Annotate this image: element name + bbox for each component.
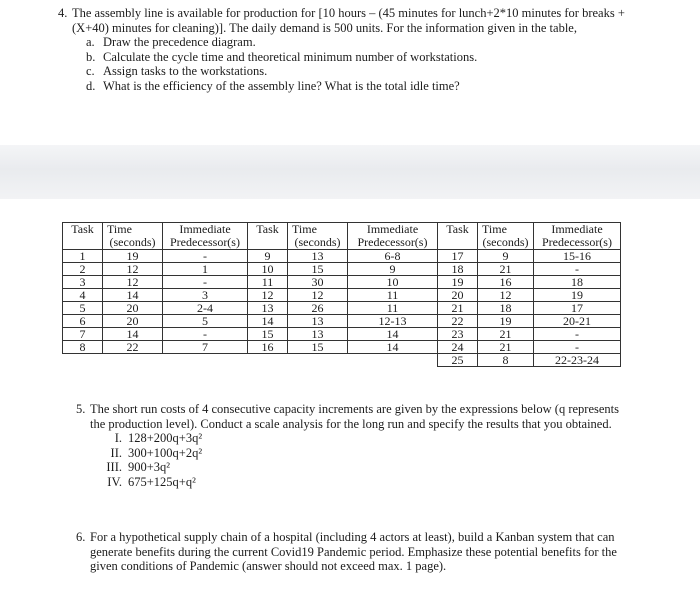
header-predecessor-sub: Predecessor(s): [163, 236, 248, 250]
task-id-cell: 2: [63, 263, 103, 276]
task-id-cell: 9: [248, 250, 288, 263]
task-time-cell: 21: [478, 341, 534, 354]
task-time-cell: 19: [478, 315, 534, 328]
task-id-cell: 25: [438, 354, 478, 367]
task-time-cell: 22: [103, 341, 163, 354]
header-predecessor: Immediate: [163, 223, 248, 237]
empty-cell: [288, 354, 348, 367]
header-task: Task: [63, 223, 103, 250]
task-time-cell: 21: [478, 263, 534, 276]
task-predecessor-cell: 5: [163, 315, 248, 328]
task-id-cell: 17: [438, 250, 478, 263]
question-5-number: 5.: [76, 402, 86, 416]
question-4-subitems: [86, 35, 632, 93]
empty-cell: [163, 354, 248, 367]
task-predecessor-cell: 2-4: [163, 302, 248, 315]
task-id-cell: 6: [63, 315, 103, 328]
task-predecessor-cell: 10: [348, 276, 438, 289]
task-predecessor-cell: -: [163, 276, 248, 289]
task-time-cell: 20: [103, 315, 163, 328]
header-time-unit: (seconds): [478, 236, 534, 250]
header-predecessor-sub: Predecessor(s): [534, 236, 621, 250]
expression-3: III. 900+3q²: [106, 460, 171, 474]
header-time: Time: [288, 223, 348, 237]
header-time-unit: (seconds): [103, 236, 163, 250]
task-time-cell: 26: [288, 302, 348, 315]
task-predecessor-cell: 11: [348, 302, 438, 315]
table-row: [63, 302, 621, 315]
task-time-cell: 20: [103, 302, 163, 315]
task-id-cell: 23: [438, 328, 478, 341]
task-time-cell: 15: [288, 341, 348, 354]
question-4-number: 4.: [58, 6, 68, 20]
task-time-cell: 21: [478, 328, 534, 341]
task-predecessor-cell: 3: [163, 289, 248, 302]
header-task: Task: [438, 223, 478, 250]
task-id-cell: 4: [63, 289, 103, 302]
task-time-cell: 12: [288, 289, 348, 302]
task-id-cell: 12: [248, 289, 288, 302]
question-5: [76, 402, 635, 489]
question-5-intro: The short run costs of 4 consecutive capacity increments are given by the expressions below (q represents the production level). Conduct a scale analysis for the long run and specify the results that you obtained.: [90, 402, 619, 431]
task-predecessor-cell: 18: [534, 276, 621, 289]
header-task: Task: [248, 223, 288, 250]
table-row: [63, 276, 621, 289]
expression-4: IV. 675+125q+q²: [107, 474, 196, 489]
task-time-cell: 13: [288, 315, 348, 328]
table-row: [63, 354, 621, 367]
task-predecessor-cell: -: [163, 328, 248, 341]
task-predecessor-cell: -: [534, 341, 621, 354]
question-6: [76, 530, 638, 574]
task-time-cell: 30: [288, 276, 348, 289]
subitem-b: b. Calculate the cycle time and theoretical minimum number of workstations.: [86, 49, 478, 64]
task-predecessor-cell: 15-16: [534, 250, 621, 263]
task-predecessor-cell: 20-21: [534, 315, 621, 328]
subitem-c: c. Assign tasks to the workstations.: [86, 64, 268, 78]
task-predecessor-cell: 12-13: [348, 315, 438, 328]
table-row: [63, 341, 621, 354]
task-id-cell: 14: [248, 315, 288, 328]
subitem-a: a. Draw the precedence diagram.: [86, 35, 256, 49]
empty-cell: [63, 354, 103, 367]
task-id-cell: 15: [248, 328, 288, 341]
task-id-cell: 13: [248, 302, 288, 315]
question-4-intro: The assembly line is available for production for [10 hours – (45 minutes for lunch+2*10 minutes for breaks + (X+40) minutes for cleaning)]. The daily demand is 500 units. For the information given in the table,: [72, 6, 625, 35]
task-predecessor-cell: 7: [163, 341, 248, 354]
task-id-cell: 8: [63, 341, 103, 354]
task-predecessor-cell: 9: [348, 263, 438, 276]
task-predecessor-cell: 17: [534, 302, 621, 315]
task-id-cell: 11: [248, 276, 288, 289]
header-predecessor: Immediate: [348, 223, 438, 237]
task-time-cell: 8: [478, 354, 534, 367]
task-predecessor-cell: -: [534, 328, 621, 341]
task-time-cell: 15: [288, 263, 348, 276]
header-time: Time: [103, 223, 163, 237]
table-header-row: [63, 223, 621, 237]
task-id-cell: 5: [63, 302, 103, 315]
task-id-cell: 20: [438, 289, 478, 302]
header-predecessor: Immediate: [534, 223, 621, 237]
task-id-cell: 21: [438, 302, 478, 315]
header-time-unit: (seconds): [288, 236, 348, 250]
table-row: [63, 250, 621, 263]
question-6-number: 6.: [76, 530, 86, 544]
task-id-cell: 3: [63, 276, 103, 289]
task-predecessor-cell: 11: [348, 289, 438, 302]
task-id-cell: 1: [63, 250, 103, 263]
subitem-d: d. What is the efficiency of the assembly line? What is the total idle time?: [86, 78, 460, 93]
empty-cell: [248, 354, 288, 367]
task-time-cell: 18: [478, 302, 534, 315]
task-time-cell: 9: [478, 250, 534, 263]
task-time-cell: 14: [103, 289, 163, 302]
task-predecessor-cell: 14: [348, 328, 438, 341]
task-time-cell: 14: [103, 328, 163, 341]
task-time-cell: 19: [103, 250, 163, 263]
task-predecessor-cell: 1: [163, 263, 248, 276]
question-4: [58, 6, 632, 93]
task-id-cell: 7: [63, 328, 103, 341]
task-time-cell: 12: [103, 263, 163, 276]
task-id-cell: 24: [438, 341, 478, 354]
task-time-cell: 12: [103, 276, 163, 289]
table-row: [63, 315, 621, 328]
task-predecessor-cell: 14: [348, 341, 438, 354]
page-separator: [0, 145, 700, 199]
expression-2: II. 300+100q+2q²: [110, 445, 203, 460]
task-id-cell: 18: [438, 263, 478, 276]
header-predecessor-sub: Predecessor(s): [348, 236, 438, 250]
task-predecessor-cell: 22-23-24: [534, 354, 621, 367]
task-id-cell: 19: [438, 276, 478, 289]
table-header-row-2: [63, 236, 621, 250]
task-time-cell: 13: [288, 328, 348, 341]
empty-cell: [103, 354, 163, 367]
task-predecessor-cell: -: [534, 263, 621, 276]
task-id-cell: 10: [248, 263, 288, 276]
task-predecessor-cell: -: [163, 250, 248, 263]
empty-cell: [348, 354, 438, 367]
task-time-cell: 12: [478, 289, 534, 302]
table-row: [63, 328, 621, 341]
task-id-cell: 16: [248, 341, 288, 354]
task-time-cell: 13: [288, 250, 348, 263]
task-time-cell: 16: [478, 276, 534, 289]
task-id-cell: 22: [438, 315, 478, 328]
table-row: [63, 289, 621, 302]
task-table: [62, 222, 621, 367]
cost-expressions: [90, 431, 635, 489]
task-predecessor-cell: 19: [534, 289, 621, 302]
table-row: [63, 263, 621, 276]
question-6-text: For a hypothetical supply chain of a hospital (including 4 actors at least), build a Kanban system that can generate benefits during the current Covid19 Pandemic period. Emphasize these potential benefits for the given conditions of Pandemic (answer should not exceed max. 1 page).: [90, 530, 617, 573]
header-time: Time: [478, 223, 534, 237]
expression-1: I. 128+200q+3q²: [114, 431, 203, 445]
task-predecessor-cell: 6-8: [348, 250, 438, 263]
